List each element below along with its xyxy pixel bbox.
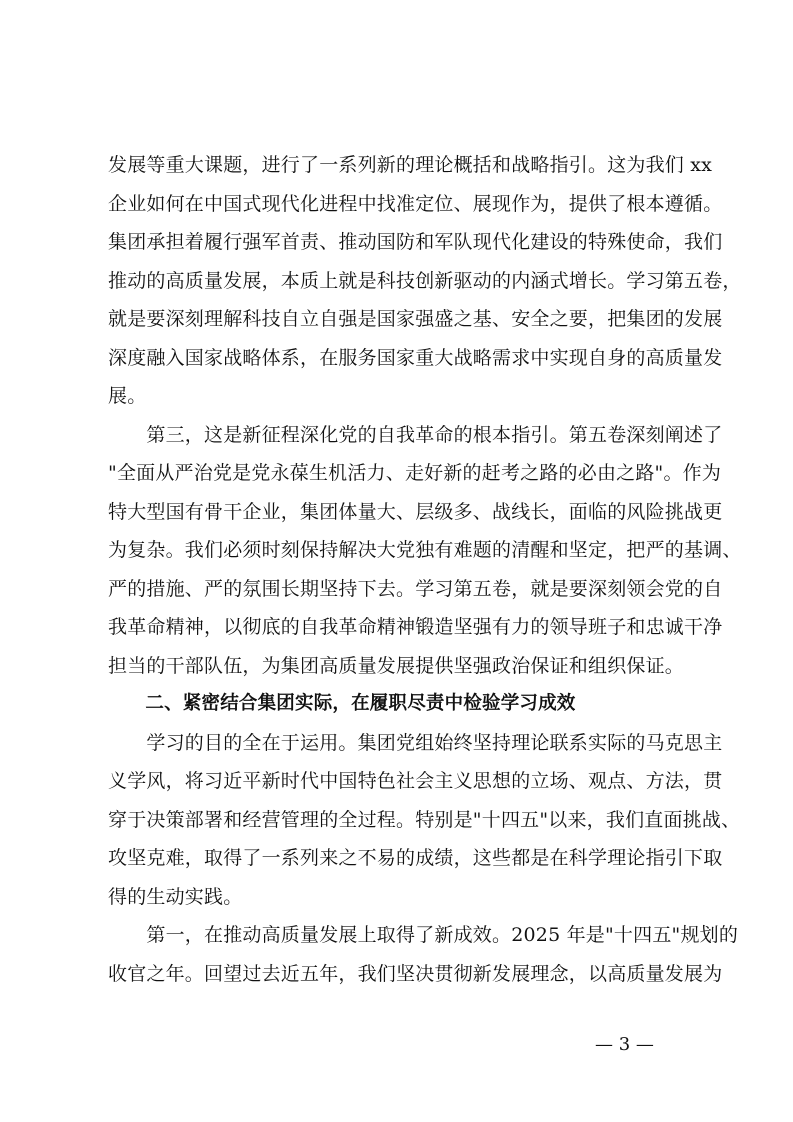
text-line: 推动的高质量发展，本质上就是科技创新驱动的内涵式增长。学习第五卷，: [108, 269, 742, 292]
text-line: 集团承担着履行强军首责、推动国防和军队现代化建设的特殊使命，我们: [108, 231, 723, 253]
text-line: 得的生动实践。: [108, 885, 243, 908]
text-line: 我革命精神，以彻底的自我革命精神锻造坚强有力的领导班子和忠诚干净: [108, 616, 723, 638]
paragraph: [108, 416, 742, 686]
paragraph: [108, 724, 741, 917]
text-line: 收官之年。回望过去近五年，我们坚决贯彻新发展理念，以高质量发展为: [108, 962, 723, 985]
text-line: 学习的目的全在于运用。集团党组始终坚持理论联系实际的马克思主: [108, 731, 723, 754]
text-line: 企业如何在中国式现代化进程中找准定位、展现作为，提供了根本遵循。: [108, 192, 723, 215]
document-body: [108, 146, 742, 993]
text-line: 担当的干部队伍，为集团高质量发展提供坚强政治保证和组织保证。: [108, 654, 685, 677]
text-line: 严的措施、严的氛围长期坚持下去。学习第五卷，就是要深刻领会党的自: [108, 577, 723, 600]
paragraph: [108, 916, 739, 993]
text-line: 展。: [108, 385, 147, 407]
text-line: "全面从严治党是党永葆生机活力、走好新的赶考之路的必由之路"。作为: [108, 462, 722, 484]
text-line: 发展等重大课题，进行了一系列新的理论概括和战略指引。这为我们 xx: [108, 154, 713, 176]
paragraph: [108, 146, 742, 416]
text-line: 第三，这是新征程深化党的自我革命的根本指引。第五卷深刻阐述了: [108, 423, 723, 446]
text-line: 深度融入国家战略体系，在服务国家重大战略需求中实现自身的高质量发: [108, 346, 723, 369]
text-line: 特大型国有骨干企业，集团体量大、层级多、战线长，面临的风险挑战更: [108, 500, 723, 523]
text-line: 义学风，将习近平新时代中国特色社会主义思想的立场、观点、方法，贯: [108, 770, 723, 792]
page-number: — 3 —: [595, 1034, 654, 1055]
section-heading: 二、紧密结合集团实际，在履职尽责中检验学习成效: [108, 693, 576, 714]
text-line: 穿于决策部署和经营管理的全过程。特别是"十四五"以来，我们直面挑战、: [108, 808, 741, 831]
text-line: 攻坚克难，取得了一系列来之不易的成绩，这些都是在科学理论指引下取: [108, 847, 723, 869]
text-line: 为复杂。我们必须时刻保持解决大党独有难题的清醒和坚定，把严的基调、: [108, 539, 742, 561]
text-line: 第一，在推动高质量发展上取得了新成效。2025 年是"十四五"规划的: [108, 924, 739, 946]
text-line: 就是要深刻理解科技自立自强是国家强盛之基、安全之要，把集团的发展: [108, 308, 723, 330]
